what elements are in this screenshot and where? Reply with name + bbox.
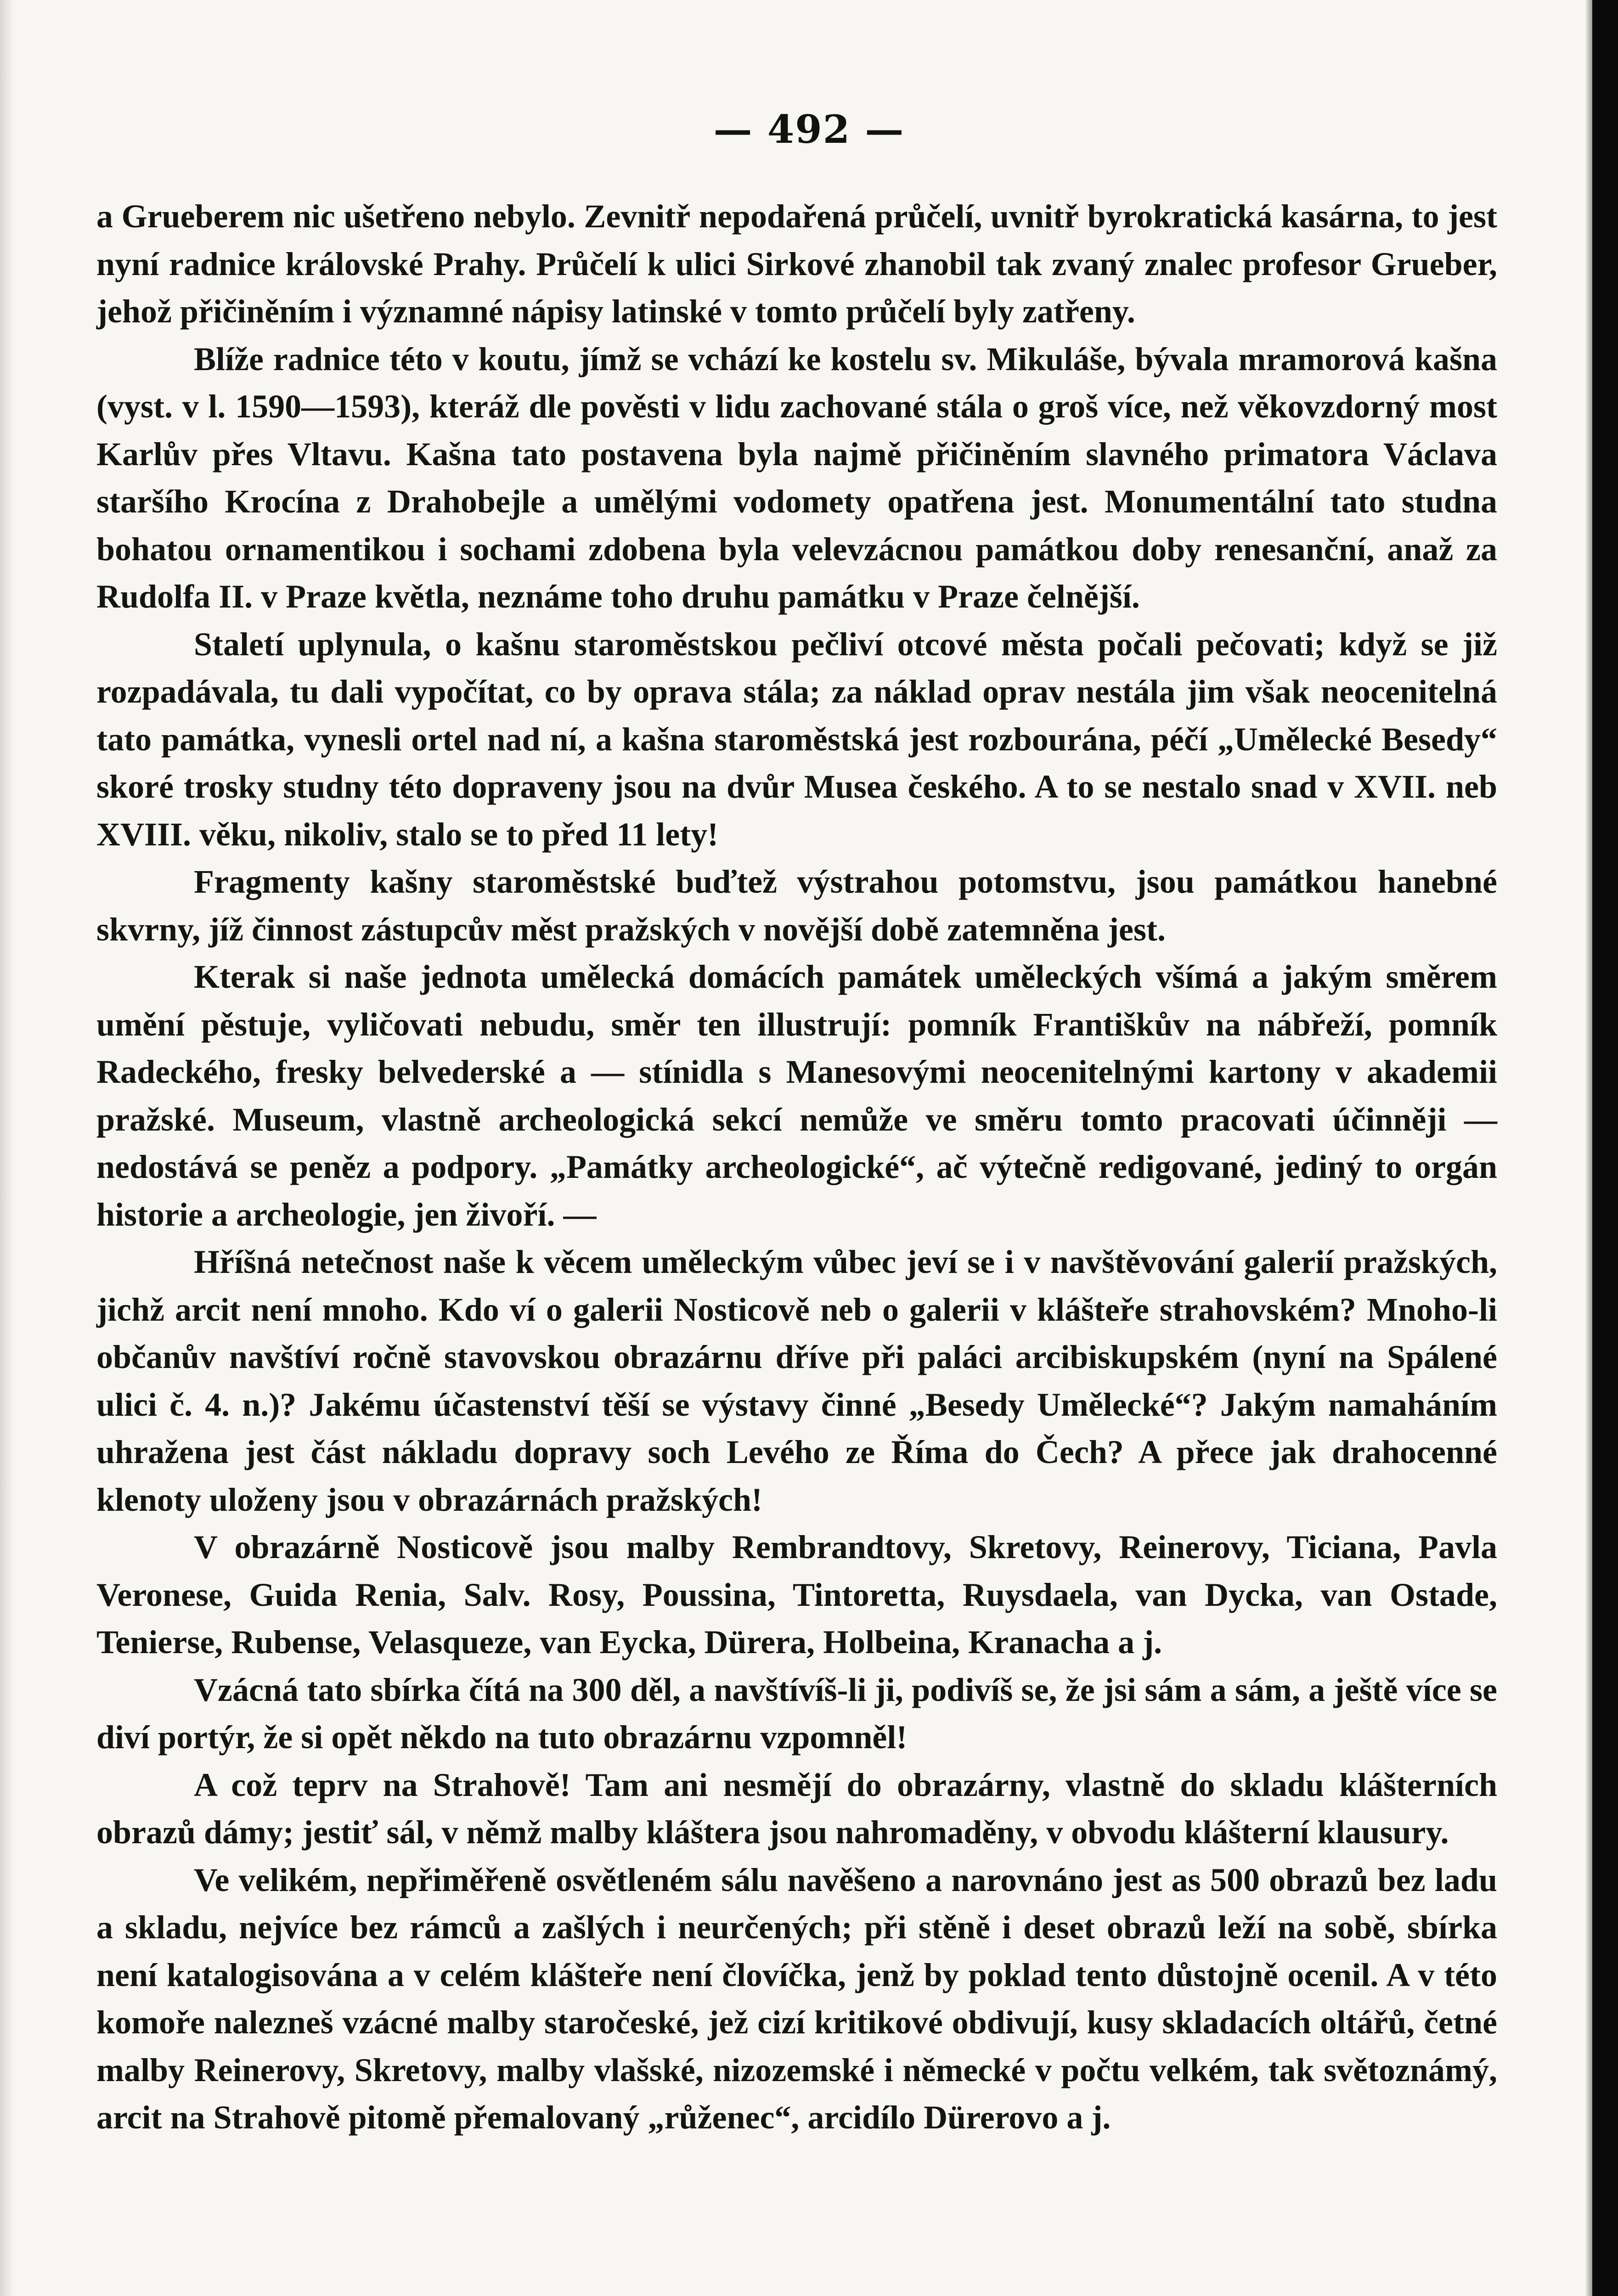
paragraph: V obrazárně Nosticově jsou malby Rembrandtovy, Skretovy, Reinerovy, Ticiana, Pavla Veronese, Guida Renia, Salv. Rosy, Poussina, Tintoretta, Ruysdaela, van Dycka, van Ostade, Tenierse, Rubense, Velasqueze, van Eycka, Dürera, Holbeina, Kranacha a j. [96, 1529, 1497, 1660]
page-gutter-shadow [0, 0, 14, 2296]
page-number: — 492 — [713, 107, 905, 152]
paragraph: Vzácná tato sbírka čítá na 300 děl, a navštívíš-li ji, podivíš se, že jsi sám a sám, a ještě více se diví portýr, že si opět někdo na tuto obrazárnu vzpomněl! [96, 1671, 1497, 1756]
paragraph: Blíže radnice této v koutu, jímž se vchází ke kostelu sv. Mikuláše, bývala mramorová kašna (vyst. v l. 1590—1593), kteráž dle pověsti v lidu zachované stála o groš více, než věkovzdorný most Karlův přes Vltavu. Kašna tato postavena byla najmě přičiněním slavného primatora Václava staršího Krocína z Drahobejle a umělými vodomety opatřena jest. Monumentální tato studna bohatou ornamentikou i sochami zdobena byla velevzácnou památkou doby renesanční, anaž za Rudolfa II. v Praze květla, neznáme toho druhu památku v Praze čelnější. [96, 340, 1497, 615]
page-edge-shadow [1586, 0, 1592, 2296]
paragraph: Kterak si naše jednota umělecká domácích památek uměleckých všímá a jakým směrem umění pěstuje, vyličovati nebudu, směr ten illustrují: pomník Františkův na nábřeží, pomník Radeckého, fresky belvederské a — stínidla s Manesovými neocenitelnými kartony v akademii pražské. Museum, vlastně archeologická sekcí nemůže ve směru tomto pracovati účinněji — nedostává se peněz a podpory. „Památky archeologické“, ač výtečně redigované, jediný to orgán historie a archeologie, jen živoří. — [96, 958, 1497, 1233]
paragraph: A což teprv na Strahově! Tam ani nesmějí do obrazárny, vlastně do skladu klášterních obrazů dámy; jestiť sál, v němž malby kláštera jsou nahromaděny, v obvodu klášterní klausury. [96, 1766, 1497, 1851]
paragraph: Ve velikém, nepřiměřeně osvětleném sálu navěšeno a narovnáno jest as 500 obrazů bez ladu a skladu, nejvíce bez rámců a zašlých i neurčených; při stěně i deset obrazů leží na sobě, sbírka není katalogisována a v celém klášteře není človíčka, jenž by poklad tento důstojně ocenil. A v této komoře nalezneš vzácné malby staročeské, jež cizí kritikové obdivují, kusy skladacích oltářů, četné malby Reinerovy, Skretovy, malby vlašské, nizozemské i německé v počtu velkém, tak světoznámý, arcit na Strahově pitomě přemalovaný „růženec“, arcidílo Dürerovo a j. [96, 1861, 1497, 2136]
scan-border [1592, 0, 1618, 2296]
paragraph: Fragmenty kašny staroměstské buďtež výstrahou potomstvu, jsou památkou hanebné skvrny, jíž činnost zástupcův měst pražských v novější době zatemněna jest. [96, 863, 1497, 948]
paragraph: Hříšná netečnost naše k věcem uměleckým vůbec jeví se i v navštěvování galerií pražských, jichž arcit není mnoho. Kdo ví o galerii Nosticově neb o galerii v klášteře strahovském? Mnoho-li občanův navštíví ročně stavovskou obrazárnu dříve při paláci arcibiskupském (nyní na Spálené ulici č. 4. n.)? Jakému účastenství těší se výstavy činné „Besedy Umělecké“? Jakým namaháním uhražena jest část nákladu dopravy soch Levého ze Říma do Čech? A přece jak drahocenné klenoty uloženy jsou v obrazárnách pražských! [96, 1244, 1497, 1518]
paragraph: a Grueberem nic ušetřeno nebylo. Zevnitř nepodařená průčelí, uvnitř byrokratická kasárna, to jest nyní radnice královské Prahy. Průčelí k ulici Sirkové zhanobil tak zvaný znalec profesor Grueber, jehož přičiněním i významné nápisy latinské v tomto průčelí byly zatřeny. [96, 198, 1497, 330]
body-text [96, 193, 1497, 2142]
paragraph: Staletí uplynula, o kašnu staroměstskou pečliví otcové města počali pečovati; když se již rozpadávala, tu dali vypočítat, co by oprava stála; za náklad oprav nestála jim však neocenitelná tato památka, vynesli ortel nad ní, a kašna staroměstská jest rozbourána, péčí „Umělecké Besedy“ skoré trosky studny této dopraveny jsou na dvůr Musea českého. A to se nestalo snad v XVII. neb XVIII. věku, nikoliv, stalo se to před 11 lety! [96, 625, 1497, 853]
